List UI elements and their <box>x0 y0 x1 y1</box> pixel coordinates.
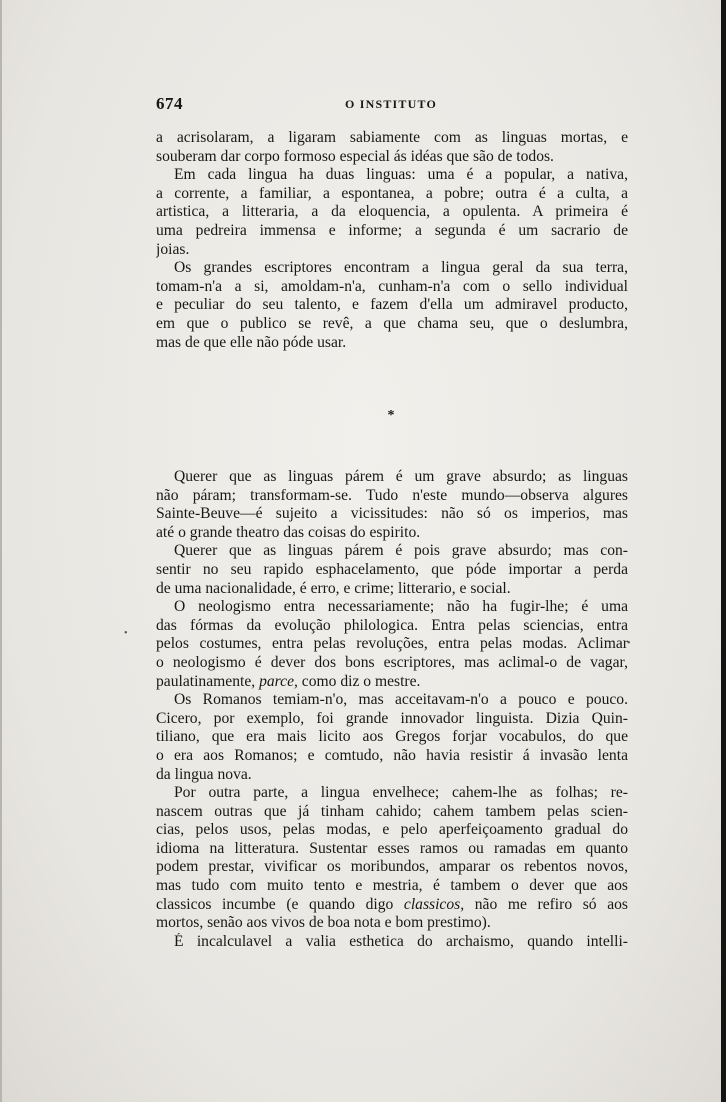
text-line: nascem outras que já tinham cahido; cahem tambem pelas scien- <box>156 802 628 820</box>
text-line: podem prestar, vivificar os moribundos, amparar os rebentos novos, <box>156 858 628 876</box>
text-line: Sainte-Beuve—é sujeito a vicissitudes: não só os imperios, mas <box>156 505 628 523</box>
text-line: classicos incumbe (e quando digo classicos, não me refiro só aos <box>156 895 628 913</box>
text-line: idioma na litteratura. Sustentar esses ramos ou ramadas em quanto <box>156 839 628 857</box>
text-line: a acrisolaram, a ligaram sabiamente com as linguas mortas, e <box>156 129 628 146</box>
text-line: uma pedreira immensa e informe; a segunda é um sacrario de <box>156 221 628 239</box>
text-line: o era aos Romanos; e comtudo, não havia resistir á invasão lenta <box>156 746 628 764</box>
text-line: Por outra parte, a lingua envelhece; cahem-lhe as folhas; re- <box>174 784 628 802</box>
page-header <box>156 94 626 116</box>
text-line: paulatinamente, parce, como diz o mestre. <box>156 672 421 690</box>
text-line: O neologismo entra necessariamente; não ha fugir-lhe; é uma <box>174 598 628 616</box>
text-line: até o grande theatro das coisas do espirito. <box>156 523 421 541</box>
text-line: joias. <box>156 240 190 258</box>
page-number: 674 <box>156 94 183 113</box>
text-line: Cicero, por exemplo, foi grande innovador linguista. Dizia Quin- <box>156 709 628 727</box>
text-line: Querer que as linguas párem é um grave absurdo; as linguas <box>174 468 628 485</box>
text-block-main <box>156 468 628 951</box>
text-line: cias, pelos usos, pelas modas, e pelo aperfeiçoamento gradual do <box>156 821 628 839</box>
text-block-top <box>156 129 628 352</box>
text-line: Os Romanos temiam-n'o, mas acceitavam-n'o a pouco e pouco. <box>174 691 628 709</box>
text-line: tiliano, que era mais licito aos Gregos forjar vocabulos, do que <box>156 728 628 746</box>
text-line: Os grandes escriptores encontram a lingua geral da sua terra, <box>174 259 628 277</box>
text-line: em que o publico se revê, a que chama seu, que o deslumbra, <box>156 314 628 332</box>
text-line: não páram; transformam-se. Tudo n'este mundo—observa algures <box>156 486 628 504</box>
text-line: a corrente, a familiar, a espontanea, a pobre; outra é a culta, a <box>156 184 628 202</box>
text-line: e peculiar do seu talento, e fazem d'ella um admiravel producto, <box>156 296 628 314</box>
running-title: O INSTITUTO <box>344 97 437 111</box>
section-separator: * <box>387 408 395 423</box>
text-line: mortos, senão aos vivos de boa nota e bom prestimo). <box>156 914 491 932</box>
text-line: pelos costumes, entra pelas revoluções, entra pelas modas. Aclimar <box>156 635 628 653</box>
margin-speck: • <box>124 628 128 639</box>
text-line: souberam dar corpo formoso especial ás idéas que são de todos. <box>156 147 554 165</box>
scan-right-edge <box>721 0 726 1102</box>
text-line: Em cada lingua ha duas linguas: uma é a popular, a nativa, <box>174 166 628 184</box>
margin-speck: • <box>627 638 631 649</box>
text-line: É incalculavel a valia esthetica do archaismo, quando intelli- <box>174 932 628 950</box>
text-line: das fórmas da evolução philologica. Entra pelas sciencias, entra <box>156 616 628 634</box>
text-line: o neologismo é dever dos bons escriptores, mas aclimal-o de vagar, <box>156 653 628 671</box>
text-line: mas tudo com muito tento e mestria, é tambem o dever que aos <box>156 877 628 895</box>
text-line: tomam-n'a a si, amoldam-n'a, cunham-n'a com o sello individual <box>156 277 628 295</box>
text-line: Querer que as linguas párem é pois grave absurdo; mas con- <box>174 542 628 560</box>
text-line: da lingua nova. <box>156 765 252 783</box>
text-line: artistica, a litteraria, a da eloquencia, a opulenta. A primeira é <box>156 203 628 221</box>
text-line: de uma nacionalidade, é erro, e crime; litterario, e social. <box>156 579 511 597</box>
text-line: mas de que elle não póde usar. <box>156 333 347 351</box>
text-line: sentir no seu rapido esphacelamento, que póde importar a perda <box>156 560 628 578</box>
scan-left-edge <box>0 0 2 1102</box>
